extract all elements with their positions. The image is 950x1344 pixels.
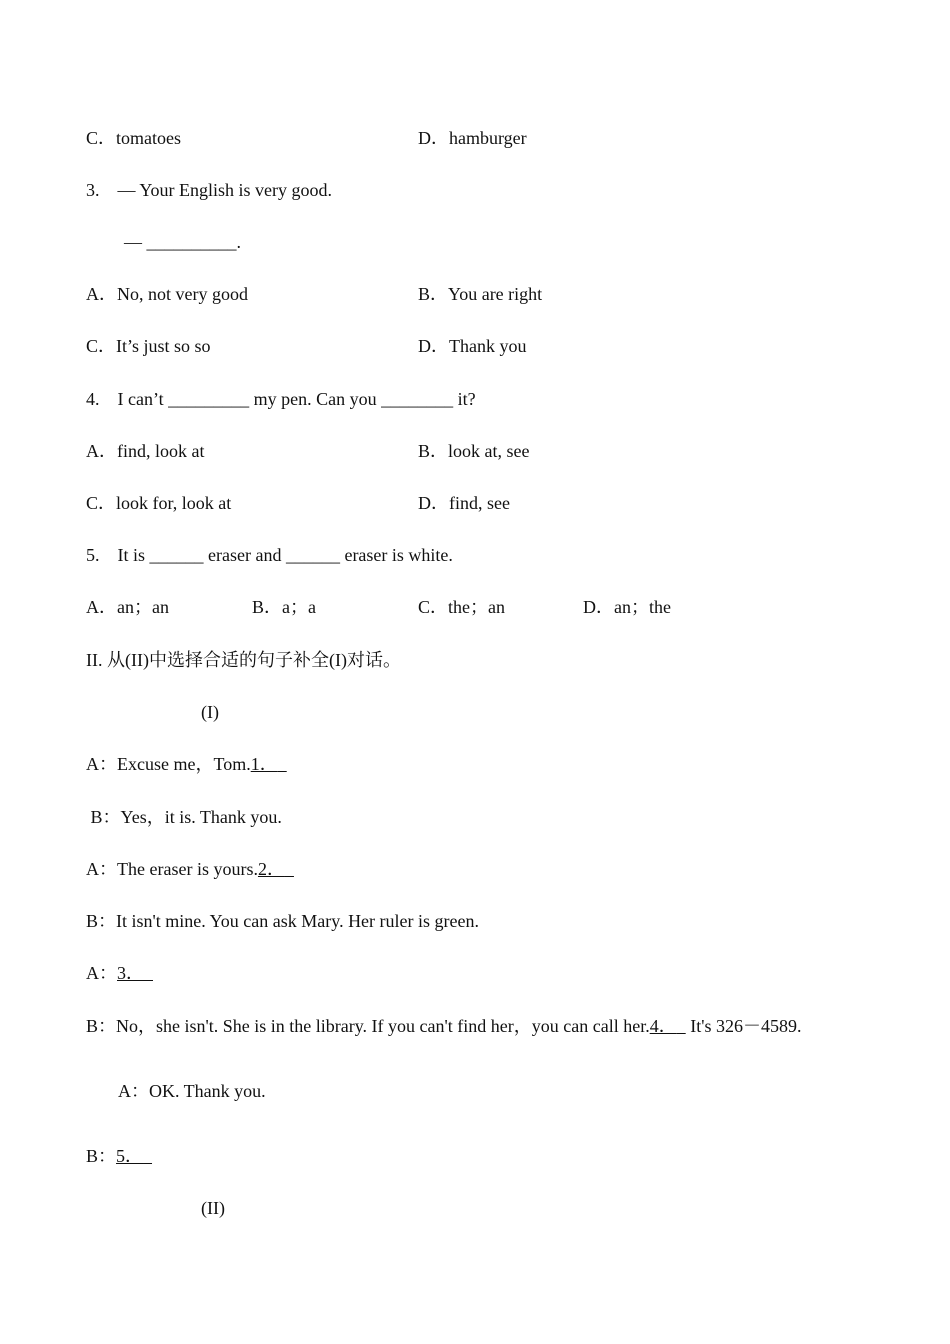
answer-blank-5: 5． bbox=[116, 1146, 144, 1166]
option-a: A．find, look at bbox=[86, 441, 205, 461]
dialogue-text: A：Excuse me，Tom. bbox=[86, 754, 251, 774]
dialogue-line bbox=[86, 1015, 801, 1037]
dialogue-text: A： bbox=[86, 963, 117, 983]
dialogue-line bbox=[86, 1145, 152, 1167]
option-b: B．look at, see bbox=[418, 441, 530, 461]
answer-blank-3: 3． bbox=[117, 963, 144, 983]
dialogue-line bbox=[86, 962, 153, 984]
option-b: B．You are right bbox=[418, 284, 543, 304]
dialogue-text: B：No，she isn't. She is in the library. If you can't find her，you can call her. bbox=[86, 1016, 650, 1036]
dialogue-line bbox=[86, 753, 287, 775]
part-2-label: (II) bbox=[201, 1198, 225, 1218]
section-heading: II. 从(II)中选择合适的句子补全(I)对话。 bbox=[86, 650, 401, 670]
dialogue-line bbox=[86, 858, 294, 880]
dialogue-text: B：It isn't mine. You can ask Mary. Her ruler is green. bbox=[86, 911, 480, 931]
question-4-stem: 4. I can’t _________ my pen. Can you ________ it? bbox=[86, 389, 476, 409]
option-c: C．tomatoes bbox=[86, 128, 181, 148]
option-d: D．find, see bbox=[418, 493, 510, 513]
dialogue-line bbox=[86, 806, 282, 828]
question-3-stem: 3. — Your English is very good. bbox=[86, 180, 333, 200]
dialogue-text: B： bbox=[86, 1146, 117, 1166]
question-3-blank: — __________. bbox=[124, 232, 241, 252]
part-1-label: (I) bbox=[201, 702, 219, 722]
option-a: A．an；an bbox=[86, 597, 169, 617]
option-d: D．Thank you bbox=[418, 336, 527, 356]
option-d: D．an；the bbox=[583, 597, 671, 617]
option-d: D．hamburger bbox=[418, 128, 527, 148]
answer-blank-1: 1． bbox=[250, 754, 278, 774]
answer-blank-2: 2． bbox=[257, 859, 285, 879]
dialogue-text: A：The eraser is yours. bbox=[86, 859, 258, 879]
dialogue-line bbox=[118, 1080, 266, 1102]
answer-blank-4: 4． bbox=[649, 1016, 677, 1036]
question-5-stem: 5. It is ______ eraser and ______ eraser is white. bbox=[86, 545, 453, 565]
option-b: B．a；a bbox=[252, 597, 316, 617]
option-a: A．No, not very good bbox=[86, 284, 248, 304]
dialogue-line bbox=[86, 910, 479, 932]
dialogue-text: B：Yes，it is. Thank you. bbox=[86, 807, 282, 827]
option-c: C．the；an bbox=[418, 597, 505, 617]
option-c: C．It’s just so so bbox=[86, 336, 211, 356]
dialogue-text-after: It's 326－4589. bbox=[685, 1016, 802, 1036]
dialogue-text: A：OK. Thank you. bbox=[118, 1081, 266, 1101]
option-c: C．look for, look at bbox=[86, 493, 232, 513]
